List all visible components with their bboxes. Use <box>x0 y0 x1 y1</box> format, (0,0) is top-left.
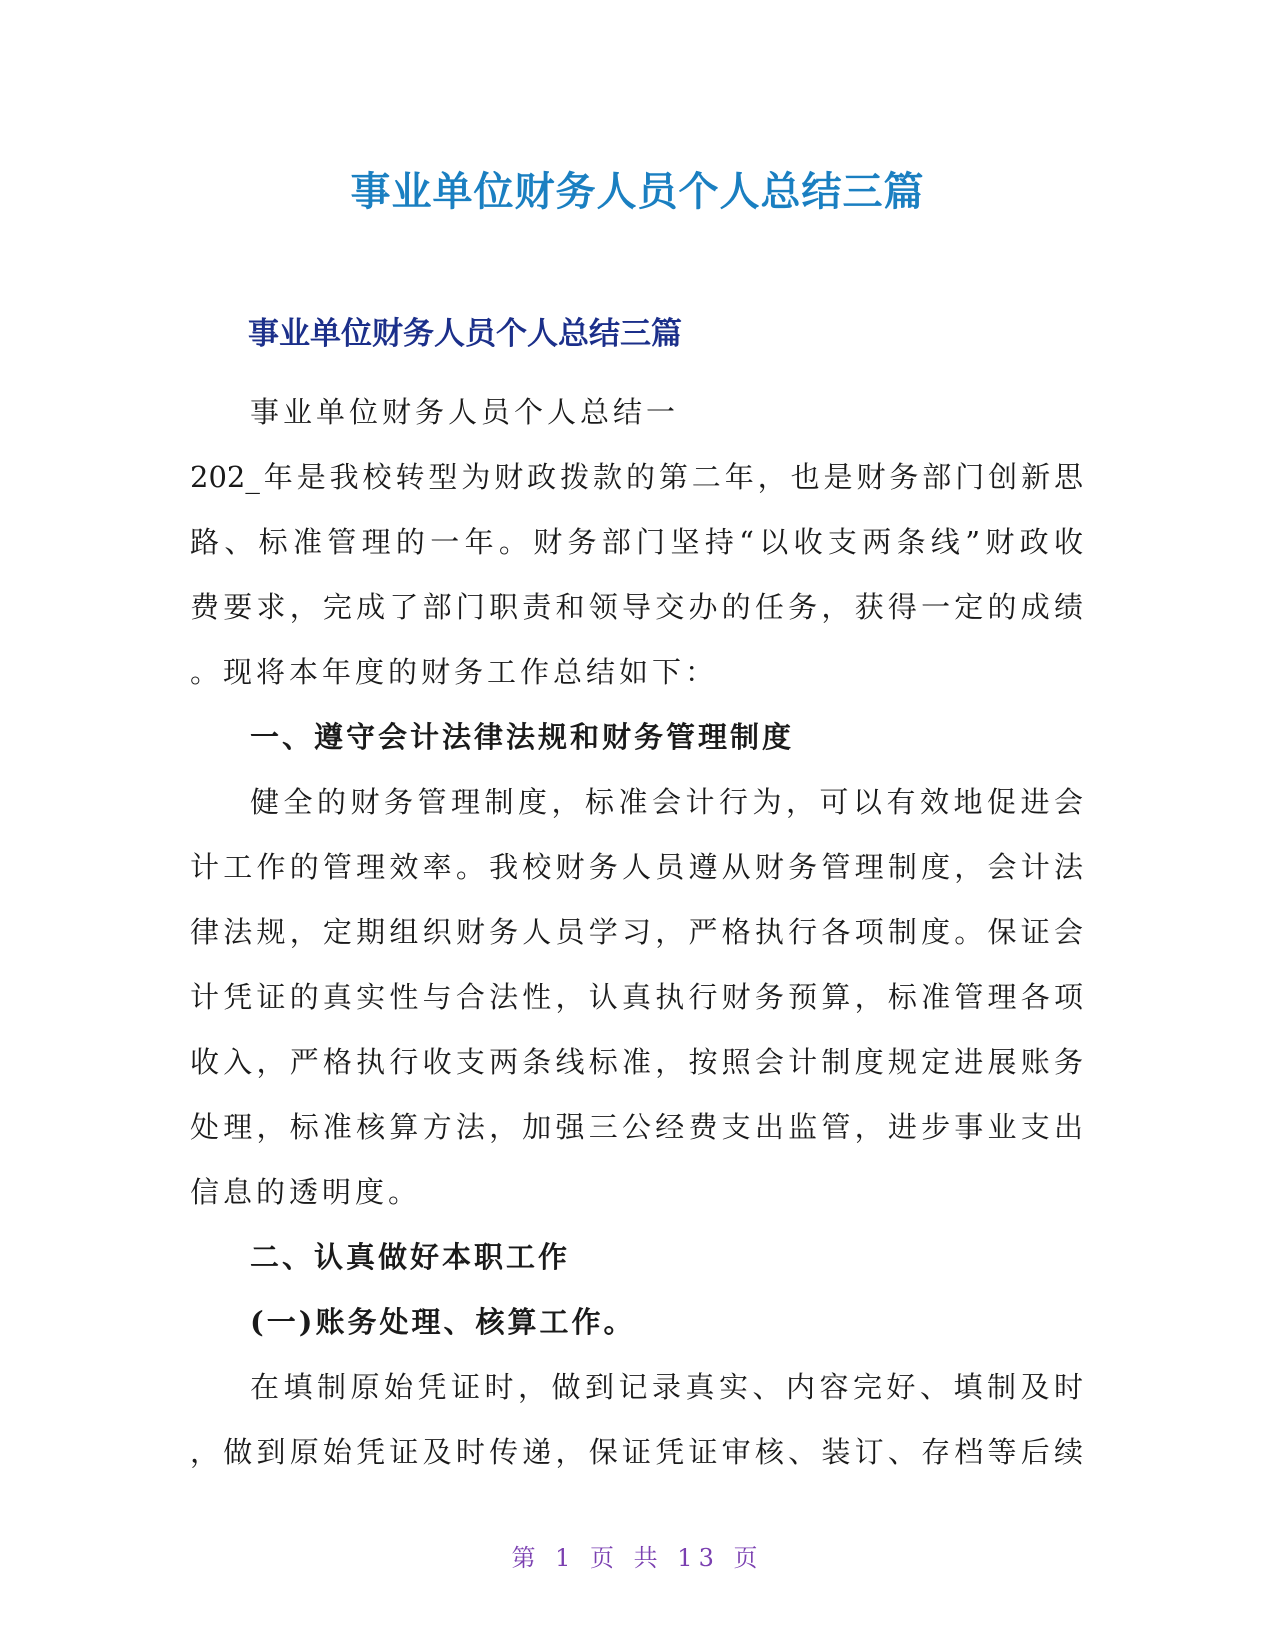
paragraph-line: ，做到原始凭证及时传递，保证凭证审核、装订、存档等后续 <box>190 1435 1083 1469</box>
section-heading: 一、遵守会计法律法规和财务管理制度 <box>250 720 795 754</box>
paragraph-line: 处理，标准核算方法，加强三公经费支出监管，进步事业支出 <box>190 1110 1083 1144</box>
document-body <box>190 380 1083 1485</box>
section-heading: 二、认真做好本职工作 <box>250 1240 571 1274</box>
paragraph-line: 路、标准管理的一年。财务部门坚持“以收支两条线”财政收 <box>190 525 1083 559</box>
paragraph-line: 律法规，定期组织财务人员学习，严格执行各项制度。保证会 <box>190 915 1083 949</box>
page-footer: 第 1 页 共 13 页 <box>511 1544 764 1572</box>
document-title: 事业单位财务人员个人总结三篇 <box>350 169 925 215</box>
paragraph-line: 计凭证的真实性与合法性，认真执行财务预算，标准管理各项 <box>190 980 1083 1014</box>
paragraph-line: 健全的财务管理制度，标准会计行为，可以有效地促进会 <box>250 785 1083 819</box>
paragraph-line: 在填制原始凭证时，做到记录真实、内容完好、填制及时 <box>250 1370 1083 1404</box>
paragraph-line: 202_年是我校转型为财政拨款的第二年，也是财务部门创新思 <box>190 460 1083 494</box>
paragraph-line: 信息的透明度。 <box>190 1175 422 1209</box>
paragraph-line: 计工作的管理效率。我校财务人员遵从财务管理制度，会计法 <box>190 850 1083 884</box>
paragraph-line: 。现将本年度的财务工作总结如下： <box>190 655 719 689</box>
paragraph-line: 收入，严格执行收支两条线标准，按照会计制度规定进展账务 <box>190 1045 1083 1079</box>
subsection-heading: (一)账务处理、核算工作。 <box>250 1305 636 1339</box>
section-intro-line: 事业单位财务人员个人总结一 <box>250 395 680 429</box>
document-subtitle: 事业单位财务人员个人总结三篇 <box>248 316 682 352</box>
paragraph-line: 费要求，完成了部门职责和领导交办的任务，获得一定的成绩 <box>190 590 1083 624</box>
